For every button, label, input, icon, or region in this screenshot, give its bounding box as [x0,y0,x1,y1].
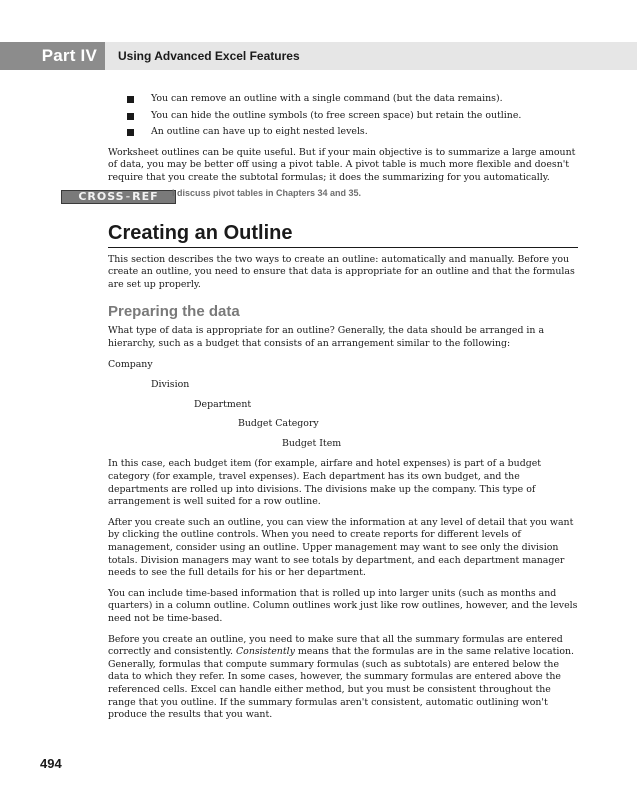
hierarchy-level-division: Division [151,378,190,390]
hierarchy-level-department: Department [194,398,252,410]
body-paragraph: After you create such an outline, you can view the information at any level of detail that you want by clicking the outline controls. When you need to create reports for different levels of management, consider using an outline. Upper management may want to see only the division totals. Division managers may want to see totals by department, and each department manager needs to see the full details for his or her department. [108,516,574,579]
list-item-text: You can hide the outline symbols (to free screen space) but retain the outline. [151,109,522,121]
cross-ref-badge-left: CROSS [78,189,125,203]
running-header [0,42,637,70]
intro-paragraph: Worksheet outlines can be quite useful. But if your main objective is to summarize a large amount of data, you may be better off using a pivot table. A pivot table is much more flexible and doesn't require that you create the subtotal formulas; it does the summarizing for you automatically. [108,146,576,183]
list-item [108,110,578,123]
hierarchy-example [108,359,578,452]
body-paragraph: You can include time-based information that is rolled up into larger units (such as months and quarters) in a column outline. Column outlines work just like row outlines, however, and the levels need not be time-based. [108,587,578,624]
bullet-square-icon [127,96,134,103]
page-number: 494 [40,756,62,771]
subsection-heading: Preparing the data [108,303,240,321]
body-paragraph [108,634,578,722]
cross-ref-badge [61,190,176,204]
hierarchy-level-company: Company [108,358,153,370]
emphasis-text: Consistently [236,646,295,658]
page-content [78,93,578,730]
list-item-text: An outline can have up to eight nested levels. [151,126,368,138]
bullet-square-icon [127,113,134,120]
cross-ref-note [78,187,578,209]
body-paragraph: In this case, each budget item (for example, airfare and hotel expenses) is part of a budget category (for example, travel expenses). Each department has its own budget, and the departments are rolled up into divisions. The divisions make up the company. This type of arrangement is well suited for a row outline. [108,458,542,508]
section-paragraph: This section describes the two ways to create an outline: automatically and manually. Before you create an outline, you need to ensure that data is appropriate for an outline and that the formulas are set up properly. [108,253,575,290]
list-item [108,126,578,139]
hierarchy-level-budget-category: Budget Category [238,418,319,430]
cross-ref-badge-right: REF [132,189,159,203]
cross-ref-text: I discuss pivot tables in Chapters 34 and 35. [172,187,362,198]
body-text: Before you create an outline, you need to make sure that all the summary formulas are entered correctly and consistently. [108,633,563,658]
list-item [108,93,578,106]
header-title: Using Advanced Excel Features [118,49,300,63]
cross-ref-badge-separator: - [125,189,132,203]
section-heading: Creating an Outline [108,221,578,248]
body-text: means that the formulas are in the same relative location. Generally, formulas that compute summary formulas (such as subtotals) are entered below the data to which they refer. In some cases, however, the summary formulas are entered above the referenced cells. Excel can handle either method, but you must be consistent throughout the range that you outline. If the summary formulas aren't consistent, automatic outlining won't produce the results that you want. [108,646,575,721]
hierarchy-level-budget-item: Budget Item [282,438,342,450]
bullet-list [108,93,578,139]
part-label: Part IV [0,42,105,70]
bullet-square-icon [127,129,134,136]
subsection-intro: What type of data is appropriate for an outline? Generally, the data should be arranged in a hierarchy, such as a budget that consists of an arrangement similar to the following: [108,325,545,349]
list-item-text: You can remove an outline with a single command (but the data remains). [151,93,503,104]
